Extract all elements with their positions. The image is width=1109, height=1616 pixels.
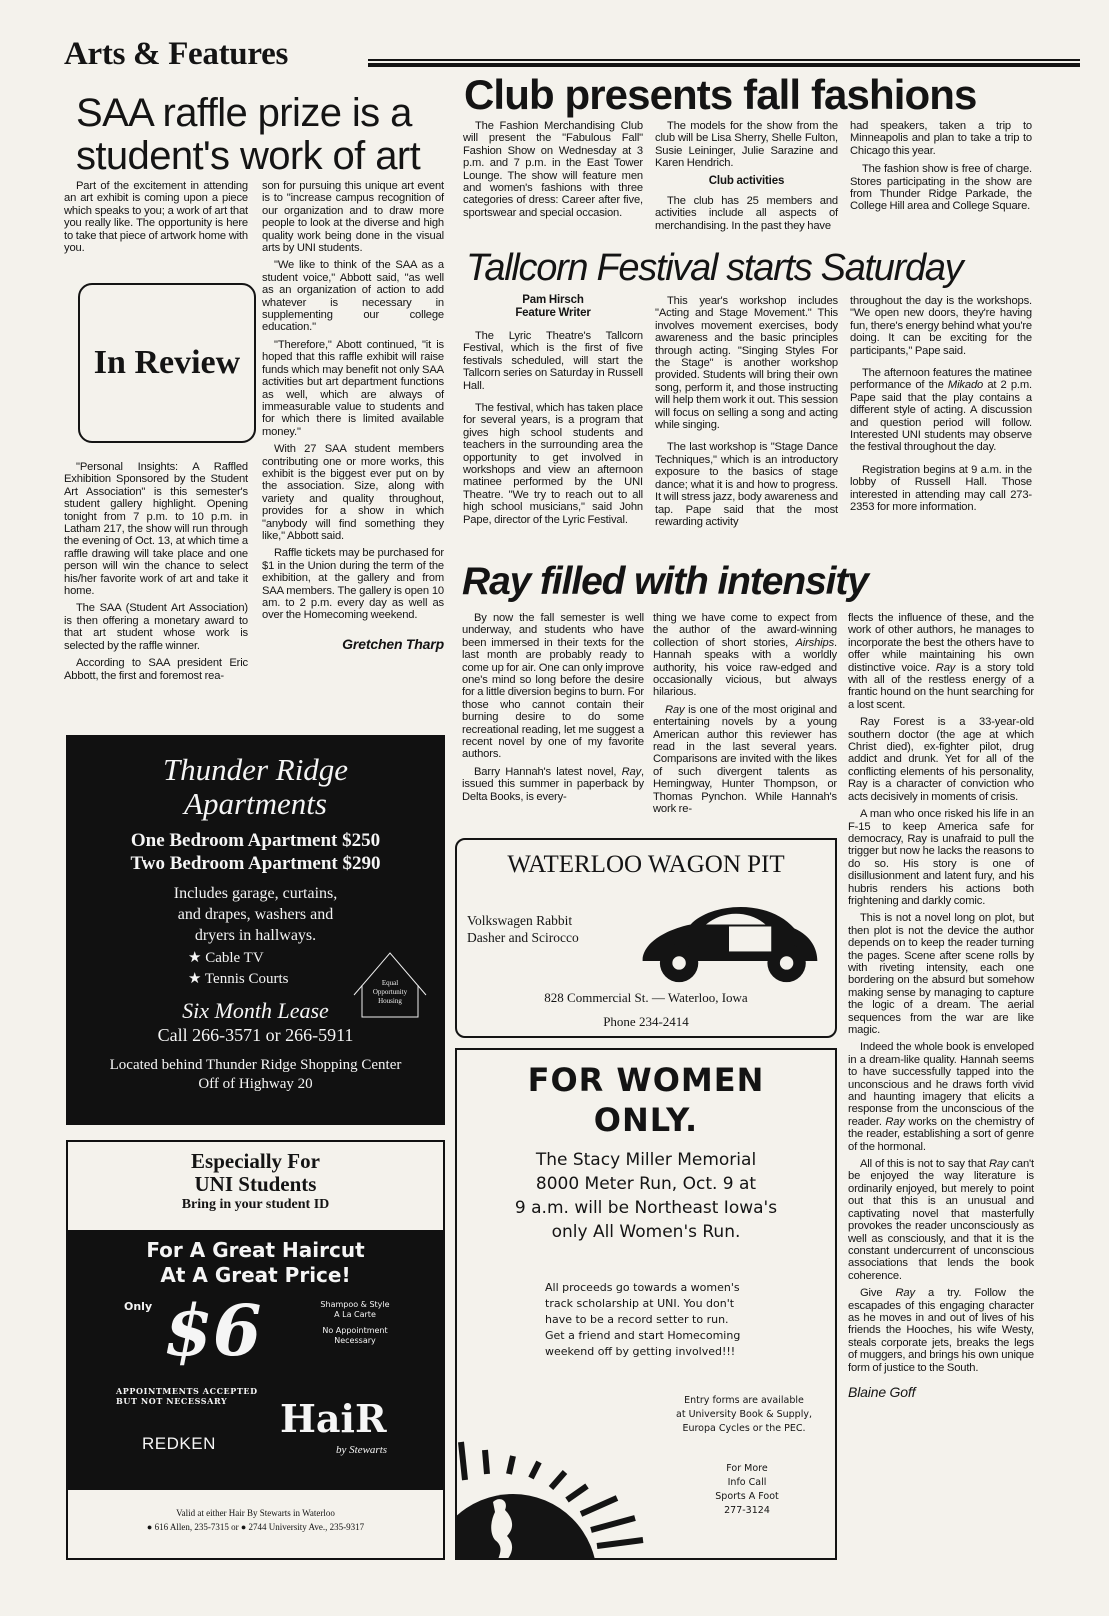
ad-lease: Six Month Lease [182,998,329,1023]
waterloo-wagon-pit-ad [455,838,837,1038]
paragraph: "Therefore," Abott continued, "it is hoped that this raffle exhibit will raise funds which may benefit not only SAA activities but art department functions as well, which are always of immeasurable value to students and for which there is limited available money." [262,338,444,438]
ad-location: Located behind Thunder Ridge Shopping Center Off of Highway 20 [109,1057,402,1092]
saa-column-2 [262,180,444,650]
hair-logo-by: by Stewarts [336,1444,388,1456]
women-ad-event: The Stacy Miller Memorial 8000 Meter Run, Oct. 9 at 9 a.m. will be Northeast Iowa's only All Women's Run. [514,1150,778,1242]
sun-runner-icon [457,1440,647,1560]
paragraph: The afternoon features the matinee performance of the Mikado at 2 p.m. Pape said that the play contains a different style of acting. A discussion and question period will follow. Interested UNI students may observe the festival throughout the day. [850,367,1032,454]
paragraph: With 27 SAA student members contributing one or more works, this exhibit is the biggest ever put on by the association. Size, along with variety and quality throughout, provides for a show in which "anybody will find something they like," Abbott said. [262,443,444,542]
paragraph: son for pursuing this unique art event is to "increase campus recognition of our organization and to draw more people to look at the diverse and high quality work being done in the visual arts by UNI students. [262,180,444,255]
ad-includes: Includes garage, curtains, and drapes, washers and dryers in hallways. [173,885,338,944]
tallcorn-headline: Tallcorn Festival starts Saturday [466,247,963,289]
appointments-note: APPOINTMENTS ACCEPTED BUT NOT NECESSARY [116,1386,258,1406]
saa-intro [64,180,248,259]
car-icon [629,890,829,986]
paragraph: According to SAA president Eric Abbott, the first and foremost rea- [64,657,248,682]
saa-column-1 [64,461,248,682]
club-column-1 [463,120,643,219]
paragraph: throughout the day is the workshops. "We open new doors, they're having fun, there's energy behind what you're doing. It can be exciting for the participants," Pape said. [850,295,1032,357]
saa-headline: SAA raffle prize is a student's work of art [76,91,421,178]
in-review-box [78,283,256,443]
paragraph: This is not a novel long on plot, but then plot is not the device the author depends on to keep the reader turning the pages. Scene after scene rolls by with riveting intensity, each one bordering on the absurd but somehow making sense by managing to capture the logic of a dream. The aerial sequences from the war are like magic. [848,912,1034,1036]
feature-cable: ★ Cable TV [188,950,264,966]
paragraph: "Personal Insights: A Raffled Exhibition Sponsored by the Student Art Association" is this semester's student gallery highlight. Opening tonight from 7 p.m. to 10 p.m. in Latham 217, the show will run through the evening of Oct. 13, at which time a raffle drawing will take place and one person will win the chance to select his/her favorite work of art and take it home. [64,461,248,598]
tallcorn-column-2 [655,295,838,528]
equal-housing-icon [352,949,428,1019]
ad-prices [66,829,445,875]
hair-locations: Valid at either Hair By Stewarts in Waterloo ● 616 Allen, 235-7315 or ● 2744 University Ave., 235-9317 [146,1508,365,1532]
paragraph: The SAA (Student Art Association) is then offering a monetary award to that art student whose work is selected by the raffle winner. [64,602,248,652]
ray-column-1 [462,612,644,803]
paragraph: flects the influence of these, and the work of other authors, he manages to incorporate the best the others have to offer while maintaining his own distinctive voice. Ray is a story told with all of the restless energy of a frantic hound on the hunt searching for a lost scent. [848,612,1034,711]
paragraph: Ray Forest is a 33-year-old southern doctor (the age at which Christ died), ex-fighter pilot, drug addict and drunk. Yet for all of the conflicting elements of his personality, Ray is a character of conviction who acts decisively in moments of crisis. [848,716,1034,803]
hair-ad-header: Especially For UNI Students Bring in your student ID [181,1149,330,1212]
paragraph: Ray is one of the most original and entertaining novels by a young American author this reviewer has read in the last several years. Comparisons are invited with the likes of such divergent talents as Hemingway, Hunter Thompson, or Thomas Pynchon. While Hannah's work re- [653,703,837,816]
feature-tennis: ★ Tennis Courts [188,971,289,987]
hair-ad-body: For A Great Haircut At A Great Price! Only $6 Shampoo & Style A La Carte No Appointment Necessary APPOINTMENTS ACCEPTED BUT NOT NECESSARY REDKEN HaiR by Stewarts [68,1230,443,1490]
byline-title: Feature Writer [515,307,591,319]
paragraph: Raffle tickets may be purchased for $1 in the Union during the term of the exhibition, at the gallery and from SAA members. The gallery is open 10 am. to 2 p.m. every day as well as over the Homecoming weekend. [262,547,444,622]
wagon-title: WATERLOO WAGON PIT [507,851,785,878]
hair-by-stewarts-ad [66,1140,445,1560]
paragraph: The models for the show from the club will be Lisa Sherry, Shelle Fulton, Susie Leininger, Julie Sarazine and Karen Hendrich. [655,120,838,170]
paragraph: All of this is not to say that Ray can't be enjoyed the way literature is ordinarily enjoyed, but merely to point out that this is an unusual and captivating novel that masterfully provokes the reader unconsciously as well as consciously, and that it is the constant undercurrent of unconscious associations that lends the book coherence. [848,1158,1034,1282]
byline-name: Pam Hirsch [522,294,584,306]
wagon-models: Volkswagen Rabbit Dasher and Scirocco [467,913,579,945]
ad-features [188,948,328,990]
paragraph: The club has 25 members and activities include all aspects of merchandising. In the past they have [655,195,838,232]
saa-author: Gretchen Tharp [342,635,444,652]
wagon-phone: Phone 234-2414 [603,1014,689,1029]
paragraph: "We like to think of the SAA as a student voice," Abbott said, "as well as an organization of action to add whatever is necessary in supplementing our college education." [262,259,444,334]
saa-intro-paragraph: Part of the excitement in attending an art exhibit is coming upon a piece which speaks to you; a work of art that you really like. The opportunity is here to take that piece of artwork home with you. [64,180,248,255]
paragraph: thing we have come to expect from the author of the award-winning collection of short stories, Airships. Hannah speaks with a worldly authority, his voice raw-edged and occasionally vicious, but always hilarious. [653,612,837,699]
women-ad-title: FOR WOMEN ONLY. [527,1061,765,1139]
price-one-bedroom: One Bedroom Apartment $250 [130,830,381,851]
tallcorn-column-1 [463,294,643,526]
club-column-2 [655,120,838,232]
thunder-ridge-ad [66,735,445,1125]
price-two-bedroom: Two Bedroom Apartment $290 [130,853,381,874]
for-women-only-ad [455,1048,837,1560]
paragraph: This year's workshop includes "Acting and Stage Movement." This involves movement exercises, body awareness and the basic principles through acting. "Singing Styles For the Stage" is another workshop provided. Students will bring their own song, perform it, and those instructing will help them work it out. This session will focus on selling a song and acting while singing. [655,295,838,432]
club-headline: Club presents fall fashions [464,71,977,118]
hair-logo: HaiR [280,1396,387,1441]
paragraph: The Lyric Theatre's Tallcorn Festival, which is the first of five festivals scheduled, will start the Tallcorn series on Saturday in Russell Hall. [463,330,643,392]
club-subhead: Club activities [708,174,785,187]
club-column-3 [850,120,1032,218]
redken-logo: REDKEN [142,1434,216,1453]
paragraph: The festival, which has taken place for several years, is a program that gives high school students and teachers in the surrounding area the opportunity to get involved in workshops and view an afternoon matinee performed by the UNI Theatre. "We try to reach out to all high school musicians," said John Pape, director of the Lyric Festival. [463,402,643,526]
paragraph: Barry Hannah's latest novel, Ray, issued this summer in paperback by Delta Books, is every- [462,765,644,803]
haircut-price: $6 [164,1289,262,1372]
paragraph: The fashion show is free of charge. Stores participating in the show are from Thunder Ridge Parkade, the College Hill area and College Square. [850,163,1032,213]
paragraph: Give Ray a try. Follow the escapades of this engaging character as he moves in and out of lives of his friends the Hooches, his wife Westy, steals corporate jets, breaks the legs of muggers, and brings his own unique form of justice to the South. [848,1287,1034,1374]
ray-column-3 [848,612,1034,1398]
women-ad-details: All proceeds go towards a women's track scholarship at UNI. You don't have to be a record setter to run. Get a friend and start Homecoming weekend off by getting involved!!! [545,1281,741,1358]
paragraph: The last workshop is "Stage Dance Techniques," which is an introductory exposure to the basics of stage dance; what it is and how to progress. It will stress jazz, body awareness and tap. Pape said that the most rewarding activity [655,441,838,528]
title-mikado: Mikado [947,379,984,392]
ad-phone: Call 266-3571 or 266-5911 [157,1025,354,1045]
paragraph: had speakers, taken a trip to Minneapolis and plan to take a trip to Chicago this year. [850,120,1032,157]
ray-author: Blaine Goff [848,1383,916,1400]
byline [463,294,643,320]
paragraph: By now the fall semester is well underway, and students who have been immersed in their texts for the last month are probably ready to come up for air. One can only improve one's mind so long before the desire for a little diversion begins to burn. For those who cannot contain their burning desire to do some recreational reading, let me suggest a recent novel by one of my favorite authors. [462,612,644,761]
wagon-address: 828 Commercial St. — Waterloo, Iowa [544,990,748,1005]
ray-column-2 [653,612,837,816]
tallcorn-column-3 [850,295,1032,514]
section-title: Arts & Features [64,36,288,72]
paragraph: A man who once risked his life in an F-15 to keep America safe for democracy, Ray is unafraid to pull the trigger but now he lacks the reasons to do so. His story is one of disillusionment and latent fury, and his hubris renders his actions both frightening and darkly comic. [848,808,1034,907]
in-review-label: In Review [93,344,241,381]
paragraph: The Fashion Merchandising Club will present the "Fabulous Fall" Fashion Show on Wednesday at 3 p.m. and 7 p.m. in the East Tower Lounge. The show will feature men and women's fashions with three categories of dress: Career after five, sportswear and special occasion. [463,120,643,219]
women-ad-entry: Entry forms are available at University Book & Supply, Europa Cycles or the PEC. [676,1395,812,1434]
paragraph: Registration begins at 9 a.m. in the lobby of Russell Hall. Those interested in attending may call 273-2353 for more information. [850,463,1032,514]
ad-title: Thunder Ridge Apartments [162,752,349,821]
hair-services: Shampoo & Style A La Carte No Appointment Necessary [320,1300,390,1345]
equal-housing-label: Equal Opportunity Housing [372,979,408,1005]
section-rule [368,59,1080,68]
paragraph: Indeed the whole book is enveloped in a dream-like quality. Hannah seems to have successfully tapped into the unconscious and he draws forth vivid and haunting imagery that elicits a response from the unconscious of the reader. Ray works on the chemistry of the reader, establishing a sort of genre of the hormonal. [848,1041,1034,1153]
ray-headline: Ray filled with intensity [462,560,868,603]
women-ad-info: For More Info Call Sports A Foot 277-3124 [715,1463,779,1516]
hair-tagline: For A Great Haircut At A Great Price! [146,1238,365,1287]
